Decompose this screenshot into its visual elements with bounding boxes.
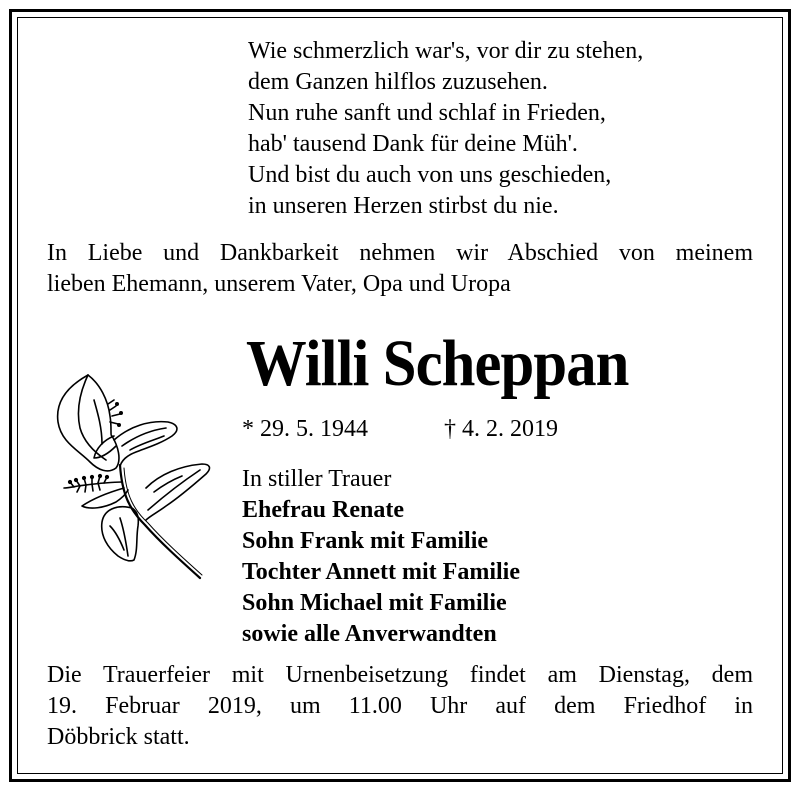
mourners-list <box>242 464 520 650</box>
poem-line: dem Ganzen hilflos zuzusehen. <box>248 69 548 95</box>
poem-line: Und bist du auch von uns geschieden, <box>248 162 612 188</box>
intro-line: In Liebe und Dankbarkeit nehmen wir Abschied von meinem <box>47 240 753 266</box>
funeral-notice <box>47 660 753 753</box>
funeral-line: Döbbrick statt. <box>47 724 190 750</box>
funeral-line: Die Trauerfeier mit Urnenbeisetzung findet am Dienstag, dem <box>47 662 753 688</box>
calla-lily-icon <box>50 370 220 585</box>
poem-line: in unseren Herzen stirbst du nie. <box>248 193 559 219</box>
mourner-name: sowie alle Anverwandten <box>242 621 497 647</box>
birth-date: * 29. 5. 1944 <box>242 416 368 442</box>
deceased-name: Willi Scheppan <box>246 327 629 400</box>
mourner-name: Sohn Michael mit Familie <box>242 590 507 616</box>
poem-line: hab' tausend Dank für deine Müh'. <box>248 131 578 157</box>
poem-line: Nun ruhe sanft und schlaf in Frieden, <box>248 100 606 126</box>
poem-line: Wie schmerzlich war's, vor dir zu stehen, <box>248 38 644 64</box>
death-date: † 4. 2. 2019 <box>444 416 558 442</box>
mourner-name: Sohn Frank mit Familie <box>242 528 489 554</box>
intro-line: lieben Ehemann, unserem Vater, Opa und Uropa <box>47 271 511 297</box>
funeral-line: 19. Februar 2019, um 11.00 Uhr auf dem Friedhof in <box>47 693 753 719</box>
farewell-intro <box>47 238 753 300</box>
mourner-name: Ehefrau Renate <box>242 497 404 523</box>
mourner-name: Tochter Annett mit Familie <box>242 559 520 585</box>
mourning-heading: In stiller Trauer <box>242 466 392 492</box>
life-dates <box>242 414 558 445</box>
poem <box>248 36 643 222</box>
